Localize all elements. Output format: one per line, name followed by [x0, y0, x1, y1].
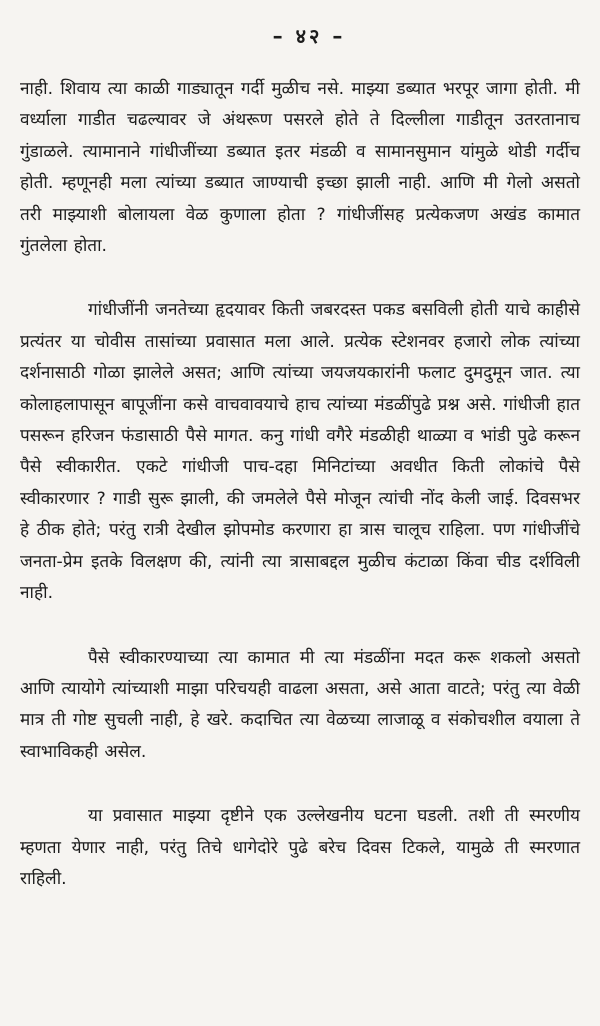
paragraph-3: पैसे स्वीकारण्याच्या त्या कामात मी त्या मंडळींना मदत करू शकलो असतो आणि त्यायोगे त्यांच्याशी माझा परिचयही वाढला असता, असे आता वाटते; परंतु त्या वेळी मात्र ती गोष्ट सुचली नाही, हे खरे. कदाचित त्या वेळच्या लाजाळू व संकोचशील वयाला ते स्वाभाविकही असेल.: [20, 647, 580, 762]
page-number: – ४२ –: [272, 24, 346, 48]
paragraph-4: या प्रवासात माझ्या दृष्टीने एक उल्लेखनीय घटना घडली. तशी ती स्मरणीय म्हणता येणार नाही, परंतु तिचे धागेदोरे पुढे बरेच दिवस टिकले, यामुळे ती स्मरणात राहिली.: [20, 806, 580, 889]
paragraph-1: नाही. शिवाय त्या काळी गाड्यातून गर्दी मुळीच नसे. माझ्या डब्यात भरपूर जागा होती. मी वर्ध्याला गाडीत चढल्यावर जे अंथरूण पसरले होते ते दिल्लीला गाडीतून उतरतानाच गुंडाळले. त्यामानाने गांधीजींच्या डब्यात इतर मंडळी व सामानसुमान यांमुळे थोडी गर्दीच होती. म्हणूनही मला त्यांच्या डब्यात जाण्याची इच्छा झाली नाही. आणि मी गेलो असतो तरी माझ्याशी बोलायला वेळ कुणाला होता ? गांधीजींसह प्रत्येकजण अखंड कामात गुंतलेला होता.: [20, 79, 580, 257]
paragraph-2: गांधीजींनी जनतेच्या हृदयावर किती जबरदस्त पकड बसविली होती याचे काहीसे प्रत्यंतर या चोवीस तासांच्या प्रवासात मला आले. प्रत्येक स्टेशनवर हजारो लोक त्यांच्या दर्शनासाठी गोळा झालेले असत; आणि त्यांच्या जयजयकारांनी फलाट दुमदुमून जात. त्या कोलाहलापासून बापूजींना कसे वाचवावयाचे हाच त्यांच्या मंडळींपुढे प्रश्न असे. गांधीजी हात पसरून हरिजन फंडासाठी पैसे मागत. कनु गांधी वगैरे मंडळीही थाळ्या व भांडी पुढे करून पैसे स्वीकारीत. एकटे गांधीजी पाच-दहा मिनिटांच्या अवधीत किती लोकांचे पैसे स्वीकारणार ? गाडी सुरू झाली, की जमलेले पैसे मोजून त्यांची नोंद केली जाई. दिवसभर हे ठीक होते; परंतु रात्री देखील झोपमोड करणारा हा त्रास चालूच राहिला. पण गांधीजींचे जनता-प्रेम इतके विलक्षण की, त्यांनी त्या त्रासाबद्दल मुळीच कंटाळा किंवा चीड दर्शविली नाही.: [20, 300, 580, 604]
